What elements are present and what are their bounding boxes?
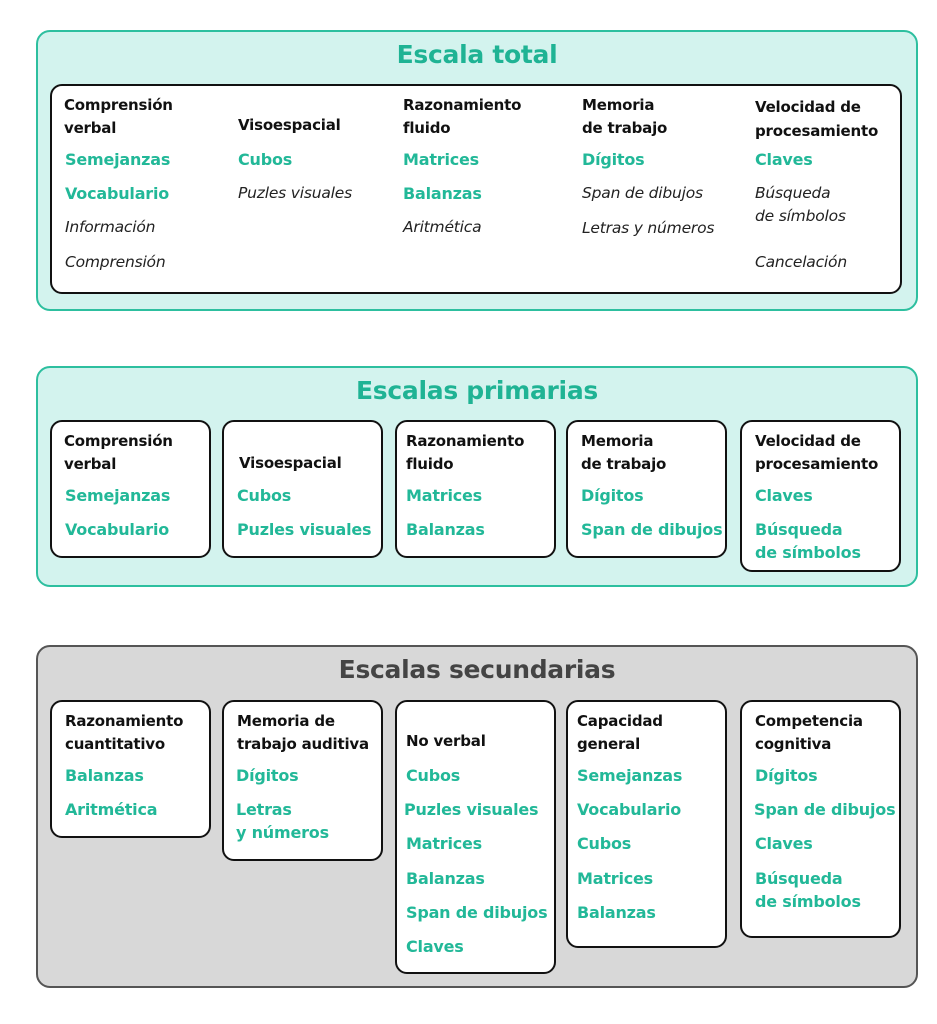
subtest-item: Aritmética <box>403 218 482 236</box>
card-header: cognitiva <box>755 735 832 753</box>
card-header: Memoria <box>581 432 654 450</box>
subtest-item: Comprensión <box>65 253 166 271</box>
subtest-item: Cubos <box>238 150 293 169</box>
primary-card <box>740 420 901 572</box>
subtest-item: Letras y números <box>582 219 715 237</box>
card-header: verbal <box>64 455 117 473</box>
secondary-card <box>222 700 383 861</box>
subtest-item: Balanzas <box>577 903 656 922</box>
subtest-item: Cubos <box>237 486 292 505</box>
total-col-header: Comprensión <box>64 96 173 114</box>
subtest-item: Búsqueda <box>755 869 843 888</box>
subtest-item: Aritmética <box>65 800 158 819</box>
subtest-item: de símbolos <box>755 207 846 225</box>
subtest-item: Semejanzas <box>65 486 171 505</box>
subtest-item: Dígitos <box>236 766 299 785</box>
card-header: cuantitativo <box>65 735 165 753</box>
total-col-header: Velocidad de <box>755 98 861 116</box>
primary-card <box>395 420 556 558</box>
subtest-item: Dígitos <box>755 766 818 785</box>
card-header: fluido <box>406 455 454 473</box>
subtest-item: Cubos <box>406 766 461 785</box>
subtest-item: Búsqueda <box>755 184 831 202</box>
total-col-header: procesamiento <box>755 122 879 140</box>
subtest-item: Span de dibujos <box>582 184 703 202</box>
subtest-item: Cancelación <box>755 253 847 271</box>
subtest-item: Semejanzas <box>65 150 171 169</box>
subtest-item: Vocabulario <box>65 520 170 539</box>
primary-card <box>222 420 383 558</box>
card-header: trabajo auditiva <box>237 735 369 753</box>
total-col-header: de trabajo <box>582 119 668 137</box>
card-header: Razonamiento <box>406 432 525 450</box>
primary-card <box>566 420 727 558</box>
total-col-header: fluido <box>403 119 451 137</box>
total-col-header: Memoria <box>582 96 655 114</box>
subtest-item: Balanzas <box>403 184 482 203</box>
subtest-item: Búsqueda <box>755 520 843 539</box>
secondary-card <box>566 700 727 948</box>
subtest-item: Letras <box>236 800 292 819</box>
card-header: Comprensión <box>64 432 173 450</box>
subtest-item: Puzles visuales <box>237 520 372 539</box>
subtest-item: Claves <box>406 937 464 956</box>
total-scale-card <box>50 84 902 294</box>
subtest-item: Matrices <box>406 486 483 505</box>
secondary-card <box>740 700 901 938</box>
total-col-header: verbal <box>64 119 117 137</box>
card-header: Visoespacial <box>239 454 342 472</box>
subtest-item: Vocabulario <box>65 184 170 203</box>
card-header: Memoria de <box>237 712 335 730</box>
subtest-item: Semejanzas <box>577 766 683 785</box>
card-header: procesamiento <box>755 455 879 473</box>
subtest-item: Cubos <box>577 834 632 853</box>
card-header: No verbal <box>406 732 486 750</box>
card-header: Velocidad de <box>755 432 861 450</box>
card-header: Razonamiento <box>65 712 184 730</box>
subtest-item: Matrices <box>406 834 483 853</box>
subtest-item: y números <box>236 823 329 842</box>
subtest-item: Balanzas <box>406 520 485 539</box>
card-header: general <box>577 735 641 753</box>
subtest-item: Span de dibujos <box>406 903 548 922</box>
subtest-item: Puzles visuales <box>404 800 539 819</box>
subtest-item: Claves <box>755 834 813 853</box>
subtest-item: Matrices <box>403 150 480 169</box>
secondary-scales-title: Escalas secundarias <box>338 655 616 684</box>
secondary-card <box>50 700 211 838</box>
total-col-header: Visoespacial <box>238 116 341 134</box>
primary-scales-title: Escalas primarias <box>356 376 598 405</box>
subtest-item: Balanzas <box>65 766 144 785</box>
total-col-header: Razonamiento <box>403 96 522 114</box>
total-scale-title: Escala total <box>396 40 558 69</box>
secondary-scales-section <box>36 645 918 988</box>
card-header: Capacidad <box>577 712 663 730</box>
subtest-item: Span de dibujos <box>754 800 896 819</box>
subtest-item: Vocabulario <box>577 800 682 819</box>
card-header: de trabajo <box>581 455 667 473</box>
subtest-item: de símbolos <box>755 543 861 562</box>
subtest-item: Dígitos <box>581 486 644 505</box>
subtest-item: Puzles visuales <box>238 184 352 202</box>
total-scale-section <box>36 30 918 311</box>
secondary-card <box>395 700 556 974</box>
subtest-item: Claves <box>755 486 813 505</box>
subtest-item: Información <box>65 218 156 236</box>
subtest-item: Span de dibujos <box>581 520 723 539</box>
subtest-item: de símbolos <box>755 892 861 911</box>
subtest-item: Matrices <box>577 869 654 888</box>
primary-scales-section <box>36 366 918 587</box>
subtest-item: Dígitos <box>582 150 645 169</box>
subtest-item: Claves <box>755 150 813 169</box>
subtest-item: Balanzas <box>406 869 485 888</box>
card-header: Competencia <box>755 712 863 730</box>
primary-card <box>50 420 211 558</box>
